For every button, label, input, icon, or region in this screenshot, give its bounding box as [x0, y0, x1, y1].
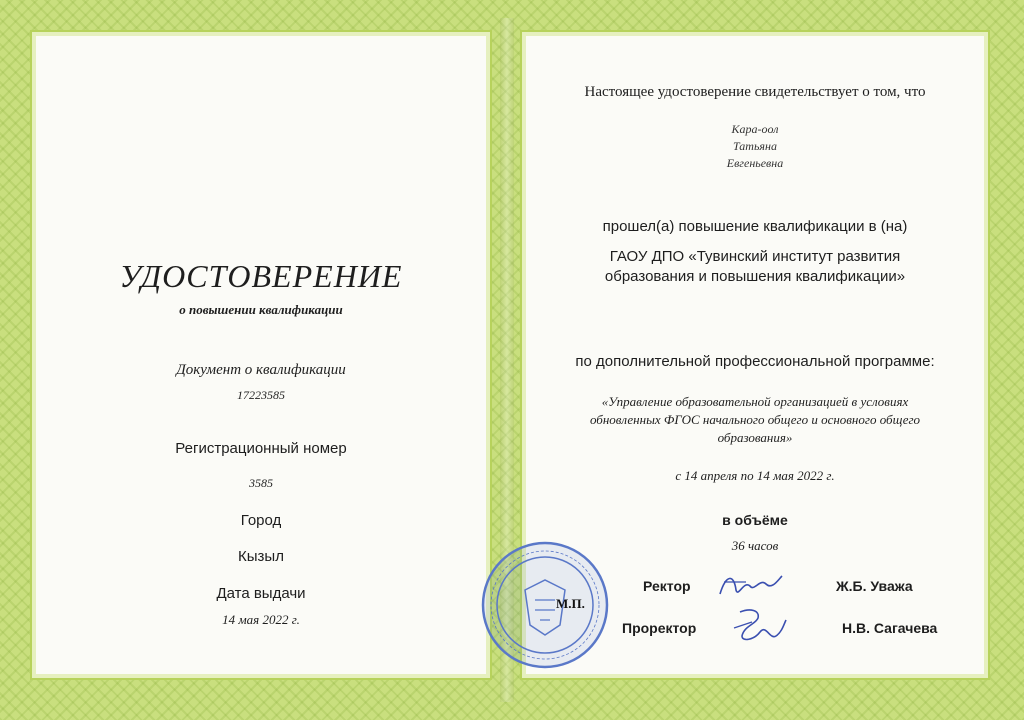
institution-line-2: образования и повышения квалификации» — [604, 268, 906, 285]
passed-text: прошел(а) повышение квалификации в (на) — [602, 218, 908, 235]
volume-value: 36 часов — [731, 538, 779, 553]
program-line-2: обновленных ФГОС начального общего и основного общего — [589, 412, 921, 427]
prorector-label: Проректор — [622, 620, 697, 636]
left-page — [30, 30, 492, 680]
program-line-3: образования» — [717, 430, 793, 445]
rector-label: Ректор — [643, 578, 691, 594]
volume-label: в объёме — [722, 512, 788, 528]
document-label: Документ о квалификации — [176, 362, 346, 378]
city-value: Кызыл — [238, 548, 284, 565]
rector-name: Ж.Б. Уважа — [836, 578, 913, 594]
prorector-name: Н.В. Сагачева — [842, 620, 938, 636]
intro-text: Настоящее удостоверение свидетельствует о том, что — [584, 84, 926, 100]
certificate-title: УДОСТОВЕРЕНИЕ — [119, 258, 403, 294]
training-dates: с 14 апреля по 14 мая 2022 г. — [675, 468, 835, 483]
registration-label: Регистрационный номер — [175, 440, 347, 457]
institution-line-1: ГАОУ ДПО «Тувинский институт развития — [609, 248, 901, 265]
rector-signature-icon — [716, 568, 786, 604]
document-number: 17223585 — [237, 388, 285, 402]
stamp-label: М.П. — [556, 596, 585, 611]
right-page — [520, 30, 990, 680]
registration-number: 3585 — [249, 476, 273, 490]
holder-patronymic: Евгеньевна — [726, 156, 784, 170]
prorector-signature-icon — [730, 606, 790, 646]
holder-surname: Кара-оол — [731, 122, 779, 136]
official-seal-icon — [480, 540, 610, 670]
certificate-subtitle: о повышении квалификации — [179, 302, 343, 317]
program-label: по дополнительной профессиональной программе: — [575, 353, 935, 370]
city-label: Город — [240, 512, 282, 529]
issue-date-value: 14 мая 2022 г. — [222, 612, 300, 627]
holder-first-name: Татьяна — [733, 139, 777, 153]
program-line-1: «Управление образовательной организацией в условиях — [601, 394, 909, 409]
issue-date-label: Дата выдачи — [216, 585, 306, 602]
